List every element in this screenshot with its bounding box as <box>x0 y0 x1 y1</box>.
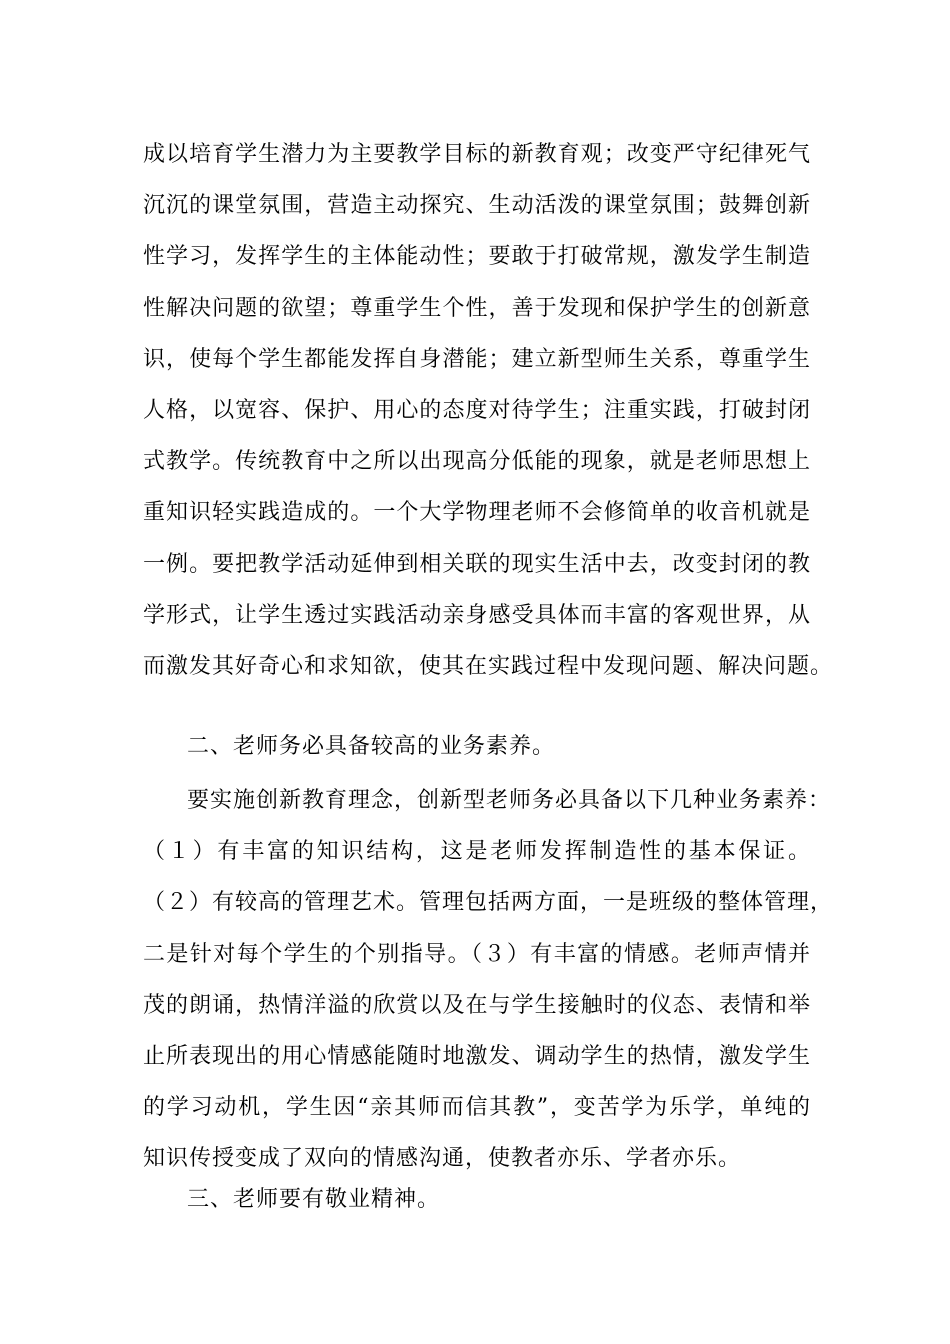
section-heading-two <box>143 721 811 772</box>
paragraph-line: 沉沉的课堂氛围，营造主动探究、生动活泼的课堂氛围；鼓舞创新 <box>143 193 811 219</box>
heading-text: 二、老师务必具备较高的业务素养。 <box>187 734 556 759</box>
paragraph-line: （１）有丰富的知识结构，这是老师发挥制造性的基本保证。 <box>143 839 811 865</box>
section-heading-three <box>143 1174 811 1225</box>
heading-text: 三、老师要有敬业精神。 <box>187 1187 441 1212</box>
paragraph-line: 式教学。传统教育中之所以出现高分低能的现象，就是老师思想上 <box>143 449 811 475</box>
paragraph-line: 要实施创新教育理念，创新型老师务必具备以下几种业务素养： <box>187 788 832 813</box>
paragraph-line: 一例。要把教学活动延伸到相关联的现实生活中去，改变封闭的教 <box>143 551 811 577</box>
paragraph-professional-quality <box>143 775 834 1185</box>
paragraph-line: （２）有较高的管理艺术。管理包括两方面，一是班级的整体管理， <box>143 890 834 916</box>
paragraph-line: 止所表现出的用心情感能随时地激发、调动学生的热情，激发学生 <box>143 1043 811 1069</box>
paragraph-line: 识，使每个学生都能发挥自身潜能；建立新型师生关系，尊重学生 <box>143 346 811 372</box>
paragraph-line: 性学习，发挥学生的主体能动性；要敢于打破常规，激发学生制造 <box>143 244 811 270</box>
paragraph-innovation-teaching <box>143 129 834 692</box>
paragraph-line: 二是针对每个学生的个别指导。（３）有丰富的情感。老师声情并 <box>143 941 811 967</box>
paragraph-line: 的学习动机，学生因“亲其师而信其教”，变苦学为乐学，单纯的 <box>143 1095 811 1121</box>
paragraph-line: 而激发其好奇心和求知欲，使其在实践过程中发现问题、解决问题。 <box>143 653 834 679</box>
paragraph-line: 人格，以宽容、保护、用心的态度对待学生；注重实践，打破封闭 <box>143 397 811 423</box>
paragraph-line: 重知识轻实践造成的。一个大学物理老师不会修简单的收音机就是 <box>143 500 811 526</box>
paragraph-line: 茂的朗诵，热情洋溢的欣赏以及在与学生接触时的仪态、表情和举 <box>143 992 811 1018</box>
paragraph-line: 性解决问题的欲望；尊重学生个性，善于发现和保护学生的创新意 <box>143 295 811 321</box>
paragraph-line: 学形式，让学生透过实践活动亲身感受具体而丰富的客观世界，从 <box>143 602 811 628</box>
paragraph-line: 成以培育学生潜力为主要教学目标的新教育观；改变严守纪律死气 <box>143 142 811 167</box>
paragraph-line: 知识传授变成了双向的情感沟通，使教者亦乐、学者亦乐。 <box>143 1146 742 1172</box>
